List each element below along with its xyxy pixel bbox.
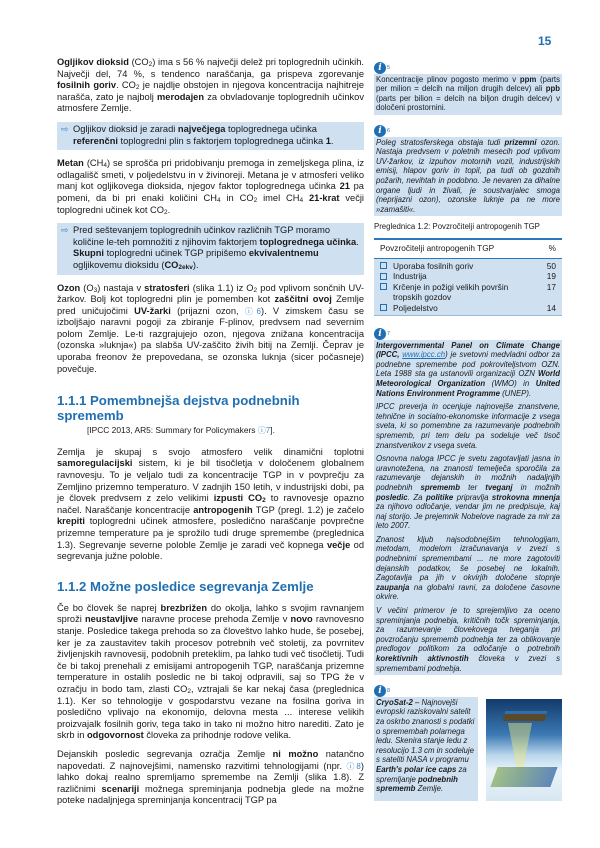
table-header: Povzročitelji antropogenih TGP % <box>374 240 562 259</box>
table-row: Krčenje in požigi velikih površin tropskih gozdov 17 <box>374 282 562 303</box>
table-row: Uporaba fosilnih goriv 50 <box>374 261 562 272</box>
checkbox-square-icon <box>380 283 387 290</box>
paragraph-co2: Ogljikov dioksid $(CO_2)$ ima s 56 % največji delež pri toplogrednih učinkih. Največji del, 74 %, s tendenco naraščanja, ga prispeva zgorevanje fosilnih goriv. $CO_2$ je najdlje obstojen in njegova koncentracija najhitreje narašča, zato je najbolj merodajen za obvladovanje toplogrednih učinkov atmosfere Zemlje. <box>57 57 364 114</box>
paragraph-methane: Metan $(CH_4)$ se sprošča pri pridobivanju premoga in zemeljskega plina, iz odlagališč smeti, v poljedelstvu in v živinoreji. Metana je v atmosferi veliko manj kot ogljikovega dioksida, njegov faktor toplogrednega učinka 21 pa pomeni, da bi pri enaki količini $CH_4$ in $CO_2$ imel $CH_4$ 21-krat večji toplogredni učinek kot $CO_2$. <box>57 158 364 216</box>
main-column <box>57 57 364 814</box>
info-note-7: i $_7$ Intergovernmental Panel on Climate Change (IPCC, www.ipcc.ch) je svetovni medvladni odbor za podnebne spremembe pod pokroviteljstvom OZN. Leta 1988 sta ga ustanovili organizaciji OZN World Meteorological Organization (WMO) in United Nations Environment Programme (UNEP). IPCC preverja in ocenjuje najnovejše znanstvene, tehnične in socialno-ekonomske informacije z vsega sveta, ki so pomembne za razumevanje podnebnih sprememb, pri tem delu pa sodeluje več tisoč znanstvenikov z vsega sveta. Osnovna naloga IPCC je svetu zagotavljati jasna in uravnotežena, na znanosti temelječa sporočila za razumevanje dejanskih in možnih nadaljnjih podnebnih sprememb ter tveganj in možnih posledic. Za politike pripravlja strokovna mnenja za njihovo odločanje, vendar jim ne predpisuje, kaj naj storijo. Je prejemnik Nobelove nagrade za mir za leto 2007. Znanost kljub najsodobnejšim tehnologijam, metodam, modelom izračunavanja v zvezi s podnebnimi spremembami ... ne more zagotoviti dejanskih podatkov, še posebej ne lokalnih. Zagotavlja pa jih v okvirjih določene stopnje zaupanja na globalni ravni, za določene časovne okvire. V večini primerov je to sprejemljivo za oceno spreminjanja podnebja, kritičnih točk spreminjanja, za razumevanje človekovega tveganja pri povzročanju sprememb podnebja ter za oblikovanje predlogov politikom za odločanje o potrebnih korektivnih aktivnostih človeka v zvezi s spremembami podnebja. <box>374 326 562 675</box>
info-box-5: Koncentracije plinov pogosto merimo v ppm (parts per milion = delcih na miljon drugih delcev) ali ppb (parts per bilion = delcih na biljon drugih delcev) v določeni prostornini. <box>374 74 562 115</box>
info-reference-8-link[interactable]: ⓘ8 <box>346 761 361 771</box>
table-body <box>374 259 562 317</box>
table-row: Industrija 19 <box>374 271 562 282</box>
info-icon: i <box>374 62 386 74</box>
satellite-icon <box>503 711 548 721</box>
info-box-7: Intergovernmental Panel on Climate Change (IPCC, www.ipcc.ch) je svetovni medvladni odbor za podnebne spremembe pod pokroviteljstvom OZN. Leta 1988 sta ga ustanovili organizaciji OZN World Meteorological Organization (WMO) in United Nations Environment Programme (UNEP). IPCC preverja in ocenjuje najnovejše znanstvene, tehnične in socialno-ekonomske informacije z vsega sveta, ki so pomembne za razumevanje podnebnih sprememb, pri tem delu pa sodeluje več tisoč znanstvenikov z vsega sveta. Osnovna naloga IPCC je svetu zagotavljati jasna in uravnotežena, na znanosti temelječa sporočila za razumevanje dejanskih in možnih nadaljnjih podnebnih sprememb ter tveganj in možnih posledic. Za politike pripravlja strokovna mnenja za njihovo odločanje, vendar jim ne predpisuje, kaj naj storijo. Je prejemnik Nobelove nagrade za mir za leto 2007. Znanost kljub najsodobnejšim tehnologijam, metodam, modelom izračunavanja v zvezi s podnebnimi spremembami ... ne more zagotoviti dejanskih podatkov, še posebej ne lokalnih. Zagotavlja pa jih v okvirjih določene stopnje zaupanja na globalni ravni, za določene časovne okvire. V večini primerov je to sprejemljivo za oceno spreminjanja podnebja, kritičnih točk spreminjanja, za razumevanje človekovega tveganja pri povzročanju sprememb podnebja ter za oblikovanje predlogov politikom za odločanje o potrebnih korektivnih aktivnostih človeka v zvezi s spremembami podnebja. <box>374 340 562 676</box>
paragraph-earth-system: Zemlja je skupaj s svojo atmosfero velik dinamični toplotni samoregulacijski sistem, ki je bil tisočletja v določenem globalnem ravnovesju. To je veljalo tudi za koncentracije TGP in v povprečju za Zemljino prizemno temperaturo. V zadnjih 150 letih, v industrijski dobi, pa je človek predvsem z zelo velikimi izpusti $CO_2$ to ravnovesje opazno načel. Naraščanje koncentracije antropogenih TGP (pregl. 1.2) je začelo krepiti toplogredni učinek atmosfere, posledično naraščanje povprečne prizemne temperature pa je sprožilo tudi druge spremembe (preglednica 1.3). Segrevanje severne poloble Zemlje je zaradi več kopnega večje od segrevanja južne poloble. <box>57 446 364 562</box>
section-reference: [IPCC 2013, AR5: Summary for Policymakers ⓘ7]. <box>87 425 275 436</box>
info-note-6: i $_6$ Poleg stratosferskega obstaja tudi prizemni ozon. Nastaja predvsem v poletnih mesecih pod vplivom UV-žarkov, iz izpuhov motornih vozil, industrijskih emisij, hlapov goriv in topil, pa tudi ob gozdnih požarih, nevihtah in podobno. Je nevaren za dihalne organe ljudi in živali, je soustvarjalec smoga (neprijazni ozon), ozonske luknje pa ne more »zamašiti«. <box>374 123 562 216</box>
checkbox-square-icon <box>380 273 387 280</box>
paragraph-consequences: Če bo človek še naprej brezbrižen do okolja, lahko s svojim ravnanjem sproži neustavljive naravne procese prehoda Zemlje v novo ravnovesno stanje. Posledice takega prehoda so za človeštvo lahko hude, še posebej, ker je za zaustavitev takih procesov potrebnih več stoletij, za povrnitev življenjskih ravnovesij, podobnih preteklim, pa lahko tudi več tisočletij. Tudi če bi takoj prenehali z emisijami antropogenih TGP, naraščanja prizemne temperature in ostalih posledic ne bi takoj odpravili, saj so TPG že v ozračju in bodo tam, zlasti $CO_2$, vztrajali še kar nekaj časa (preglednica 1.1). Ker so tehnologije v gospodarstvu vezane na fosilna goriva in posledično vplivajo na ekonomijo, delovna mesta ... interese velikih proizvajalk fosilnih goriv, tega tako in tako ni možno hitro narediti. Zato je skrb in odgovornost človeka za prihodnje rodove velika. <box>57 602 365 741</box>
table-caption: Preglednica 1.2: Povzročitelji antropogenih TGP <box>374 222 540 232</box>
paragraph-ozone: Ozon $(O_3)$ nastaja v stratosferi (slika 1.1) iz $O_2$ pod vplivom sončnih UV-žarkov. Bolj kot toplogredni plin je pomemben kot zaščitni ovoj Zemlje pred uničujočimi UV-žarki (prijazni ozon, ⓘ6). V zimskem času se izboljšajo naravni pogoji za zbiranje F-plinov, predvsem nad severnim polom Zemlje. Le-ti razgrajujejo ozon, njegova znižana koncentracija (ozonska »luknja«) pa slabša UV-zaščito živih bitij na Zemlji. Čeprav je uporaba freonov že prepovedana, se ozonska luknja (sicer počasneje) povečuje. <box>57 282 364 374</box>
section-heading-1-1-1: 1.1.1 Pomembnejša dejstva podnebnih sprememb <box>57 393 300 424</box>
arrow-right-icon: ⇨ <box>61 225 69 236</box>
info-box-6: Poleg stratosferskega obstaja tudi prizemni ozon. Nastaja predvsem v poletnih mesecih pod vplivom UV-žarkov, iz izpuhov motornih vozil, industrijskih emisij, hlapov goriv in topil, pa tudi ob gozdnih požarih, nevihtah in podobno. Je nevaren za dihalne organe ljudi in živali, je soustvarjalec smoga (neprijazni ozon), ozonske luknje pa ne more »zamašiti«. <box>374 137 562 217</box>
cryosat-note <box>374 697 562 801</box>
cryosat-satellite-image <box>486 699 562 801</box>
info-note-5: i $_5$ Koncentracije plinov pogosto merimo v ppm (parts per milion = delcih na miljon drugih delcev) ali ppb (parts per bilion = delcih na biljon drugih delcev) v določeni prostornini. <box>374 60 562 115</box>
table-row: Poljedelstvo 14 <box>374 303 562 314</box>
ice-sheet-graphic <box>490 767 557 787</box>
info-box-8: CryoSat-2 – Najnovejši evropski raziskovalni satelit za oskrbo znanosti s podatki o spremembah polarnega ledu. Skenira stanje ledu z resolucijo 1.3 cm in sodeluje s sateliti NASA v programu Earth's polar ice caps za spremljanje podnebnih sprememb Zemlje. <box>374 697 478 801</box>
tgp-sources-table <box>374 238 562 316</box>
paragraph-predictions: Dejanskih posledic segrevanja ozračja Zemlje ni možno natančno napovedati. Z najnovejšimi, namensko razvitimi tehnologijami (npr. ⓘ8) lahko dokaj realno spremljamo spremembe na Zemlji (slika 1.8). Z različnimi scenariji možnega spreminjanja podnebja glede na možne poteke nadaljnjega spreminjanja koncentracij TGP pa <box>57 748 364 806</box>
arrow-right-icon: ⇨ <box>61 123 69 134</box>
section-heading-1-1-2: 1.1.2 Možne posledice segrevanja Zemlje <box>57 578 314 594</box>
ipcc-website-link[interactable]: www.ipcc.ch <box>402 350 446 360</box>
sidebar <box>374 60 562 801</box>
callout-co2-equivalent: ⇨ Pred seštevanjem toplogrednih učinkov različnih TGP moramo količine le-teh pomnožiti z njihovim faktorjem toplogrednega učinka. Skupni toplogredni učinek TGP pripišemo ekvivalentnemu ogljikovemu dioksidu $(CO_{2ekv})$. <box>57 223 364 274</box>
page-number: 15 <box>538 34 552 48</box>
info-reference-6-link[interactable]: ⓘ6 <box>244 306 261 316</box>
info-icon: i <box>374 125 386 137</box>
callout-co2-reference: ⇨ Ogljikov dioksid je zaradi največjega toplogrednega učinka referenčni toplogredni plin s faktorjem toplogrednega učinka 1. <box>57 122 364 150</box>
info-note-8: i $_8$ CryoSat-2 – Najnovejši evropski raziskovalni satelit za oskrbo znanosti s podatki o spremembah polarnega ledu. Skenira stanje ledu z resolucijo 1.3 cm in sodeluje s sateliti NASA v programu Earth's polar ice caps za spremljanje podnebnih sprememb Zemlje. <box>374 683 562 801</box>
checkbox-square-icon <box>380 304 387 311</box>
checkbox-square-icon <box>380 262 387 269</box>
info-reference-7-link[interactable]: ⓘ7 <box>257 426 271 436</box>
info-icon: i <box>374 685 386 697</box>
info-icon: i <box>374 328 386 340</box>
